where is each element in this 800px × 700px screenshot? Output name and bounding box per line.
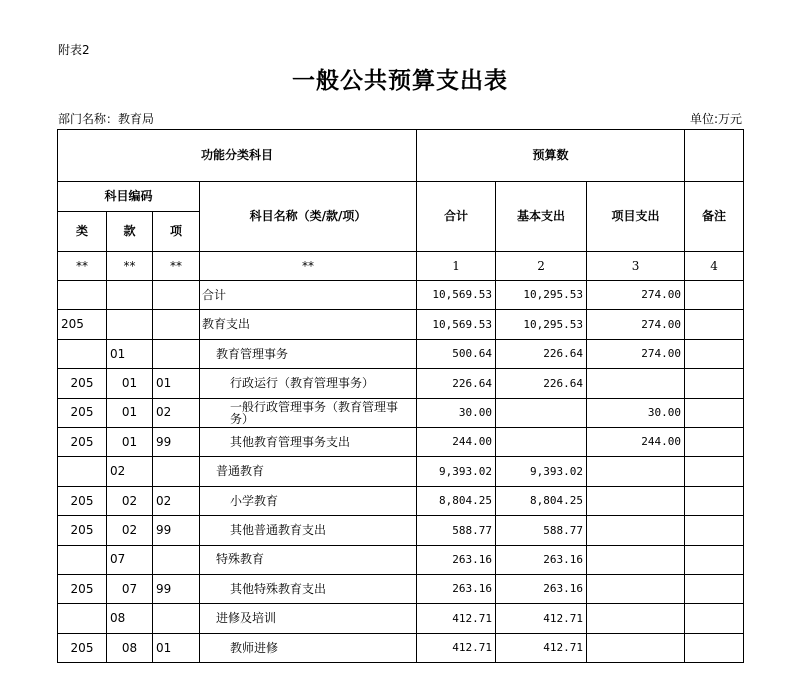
cell-remark [685, 633, 744, 662]
cell-lei: 205 [58, 369, 107, 398]
cell-remark [685, 545, 744, 574]
table-row [58, 516, 744, 545]
cell-total: 412.71 [417, 633, 496, 662]
cell-lei [58, 545, 107, 574]
cell-lei [58, 604, 107, 633]
cell-basic: 263.16 [496, 574, 587, 603]
table-row [58, 369, 744, 398]
attachment-label: 附表2 [58, 43, 90, 57]
index-remark: 4 [685, 252, 744, 281]
table-row [58, 398, 744, 427]
cell-xiang: 01 [153, 633, 200, 662]
cell-project [587, 369, 685, 398]
cell-xiang: 02 [153, 398, 200, 427]
cell-xiang [153, 281, 200, 310]
cell-lei [58, 281, 107, 310]
cell-project [587, 574, 685, 603]
header-basic: 基本支出 [496, 182, 587, 252]
cell-remark [685, 457, 744, 486]
cell-basic: 588.77 [496, 516, 587, 545]
index-xiang: ** [153, 252, 200, 281]
table-row [58, 281, 744, 310]
cell-total: 263.16 [417, 574, 496, 603]
cell-remark [685, 310, 744, 339]
cell-project [587, 633, 685, 662]
cell-lei: 205 [58, 516, 107, 545]
table-row [58, 427, 744, 456]
cell-name: 一般行政管理事务（教育管理事务） [200, 398, 417, 427]
cell-project: 274.00 [587, 281, 685, 310]
cell-remark [685, 339, 744, 368]
cell-basic: 10,295.53 [496, 281, 587, 310]
index-basic: 2 [496, 252, 587, 281]
cell-xiang [153, 604, 200, 633]
cell-kuan: 01 [107, 369, 153, 398]
cell-xiang: 99 [153, 516, 200, 545]
unit-label: 单位:万元 [689, 112, 742, 126]
cell-total: 412.71 [417, 604, 496, 633]
cell-basic: 226.64 [496, 369, 587, 398]
cell-basic: 226.64 [496, 339, 587, 368]
cell-project: 30.00 [587, 398, 685, 427]
cell-lei: 205 [58, 427, 107, 456]
header-subject-name: 科目名称（类/款/项） [200, 182, 417, 252]
cell-name: 教育支出 [200, 310, 417, 339]
cell-basic [496, 398, 587, 427]
cell-total: 10,569.53 [417, 310, 496, 339]
cell-basic: 412.71 [496, 604, 587, 633]
cell-project: 274.00 [587, 310, 685, 339]
cell-total: 226.64 [417, 369, 496, 398]
cell-xiang [153, 545, 200, 574]
cell-lei: 205 [58, 398, 107, 427]
header-project: 项目支出 [587, 182, 685, 252]
cell-name: 其他普通教育支出 [200, 516, 417, 545]
cell-total: 500.64 [417, 339, 496, 368]
table-row [58, 310, 744, 339]
header-kuan: 款 [107, 212, 153, 252]
cell-lei [58, 339, 107, 368]
header-lei: 类 [58, 212, 107, 252]
header-budget-group: 预算数 [417, 130, 685, 182]
cell-total: 8,804.25 [417, 486, 496, 515]
cell-kuan: 07 [107, 545, 153, 574]
cell-total: 588.77 [417, 516, 496, 545]
cell-lei: 205 [58, 486, 107, 515]
cell-remark [685, 427, 744, 456]
cell-total: 30.00 [417, 398, 496, 427]
header-code-group: 科目编码 [58, 182, 200, 212]
cell-xiang: 99 [153, 427, 200, 456]
cell-basic: 9,393.02 [496, 457, 587, 486]
header-remark: 备注 [685, 182, 744, 252]
cell-remark [685, 281, 744, 310]
cell-lei: 205 [58, 574, 107, 603]
cell-basic: 10,295.53 [496, 310, 587, 339]
cell-total: 263.16 [417, 545, 496, 574]
cell-remark [685, 574, 744, 603]
cell-name: 进修及培训 [200, 604, 417, 633]
cell-name: 普通教育 [200, 457, 417, 486]
cell-kuan: 01 [107, 427, 153, 456]
cell-remark [685, 516, 744, 545]
index-total: 1 [417, 252, 496, 281]
table-row [58, 486, 744, 515]
table-row [58, 339, 744, 368]
cell-kuan: 08 [107, 604, 153, 633]
cell-name: 特殊教育 [200, 545, 417, 574]
header-blank-cell [685, 130, 744, 182]
cell-project [587, 457, 685, 486]
table-row [58, 574, 744, 603]
budget-table [57, 129, 744, 663]
cell-lei: 205 [58, 310, 107, 339]
cell-kuan [107, 310, 153, 339]
cell-kuan: 01 [107, 398, 153, 427]
cell-remark [685, 604, 744, 633]
cell-basic: 412.71 [496, 633, 587, 662]
cell-name: 教师进修 [200, 633, 417, 662]
cell-xiang: 01 [153, 369, 200, 398]
index-lei: ** [58, 252, 107, 281]
cell-kuan: 02 [107, 516, 153, 545]
cell-xiang [153, 339, 200, 368]
cell-name: 合计 [200, 281, 417, 310]
cell-lei: 205 [58, 633, 107, 662]
cell-xiang [153, 310, 200, 339]
cell-kuan [107, 281, 153, 310]
index-project: 3 [587, 252, 685, 281]
cell-remark [685, 369, 744, 398]
cell-name: 教育管理事务 [200, 339, 417, 368]
cell-kuan: 01 [107, 339, 153, 368]
table-row [58, 604, 744, 633]
cell-kuan: 02 [107, 486, 153, 515]
index-kuan: ** [107, 252, 153, 281]
cell-kuan: 02 [107, 457, 153, 486]
cell-project: 274.00 [587, 339, 685, 368]
cell-xiang [153, 457, 200, 486]
header-xiang: 项 [153, 212, 200, 252]
cell-name: 其他特殊教育支出 [200, 574, 417, 603]
cell-remark [685, 398, 744, 427]
cell-xiang: 99 [153, 574, 200, 603]
table-row [58, 633, 744, 662]
cell-name: 小学教育 [200, 486, 417, 515]
index-name: ** [200, 252, 417, 281]
table-row [58, 457, 744, 486]
cell-project [587, 604, 685, 633]
header-category-group: 功能分类科目 [58, 130, 417, 182]
cell-total: 244.00 [417, 427, 496, 456]
cell-remark [685, 486, 744, 515]
cell-project: 244.00 [587, 427, 685, 456]
cell-name: 行政运行（教育管理事务） [200, 369, 417, 398]
cell-lei [58, 457, 107, 486]
cell-basic: 8,804.25 [496, 486, 587, 515]
cell-total: 10,569.53 [417, 281, 496, 310]
cell-total: 9,393.02 [417, 457, 496, 486]
cell-kuan: 08 [107, 633, 153, 662]
cell-kuan: 07 [107, 574, 153, 603]
cell-basic [496, 427, 587, 456]
cell-project [587, 545, 685, 574]
cell-name: 其他教育管理事务支出 [200, 427, 417, 456]
cell-xiang: 02 [153, 486, 200, 515]
cell-project [587, 516, 685, 545]
header-total: 合计 [417, 182, 496, 252]
cell-project [587, 486, 685, 515]
page-title: 一般公共预算支出表 [292, 67, 508, 94]
table-row [58, 545, 744, 574]
cell-basic: 263.16 [496, 545, 587, 574]
department-label: 部门名称：教育局 [58, 112, 155, 126]
